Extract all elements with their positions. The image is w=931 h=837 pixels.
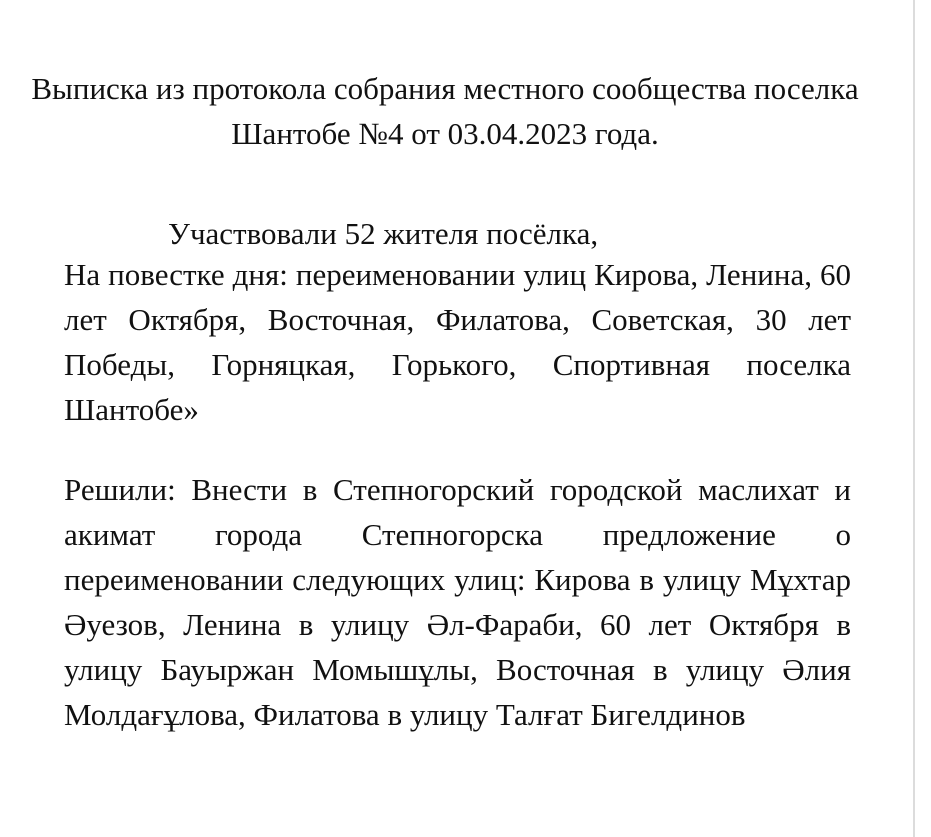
decision-paragraph: Решили: Внести в Степногорский городской маслихат и акимат города Степногорска предложение о переименовании следующих улиц: Кирова в улицу Мұхтар Әуезов, Ленина в улицу Әл-Фараби, 60 лет Октября в улицу Бауыржан Момышұлы, Восточная в улицу Әлия Молдағұлова, Филатова в улицу Талғат Бигелдинов <box>64 472 851 732</box>
agenda-paragraph: На повестке дня: переименовании улиц Кирова, Ленина, 60 лет Октября, Восточная, Филатова, Советская, 30 лет Победы, Горняцкая, Горького, Спортивная поселка Шантобе» <box>64 257 851 427</box>
page-edge-divider <box>913 0 915 837</box>
participants-line: Участвовали 52 жителя посёлка, <box>168 216 599 251</box>
document-title: Выписка из протокола собрания местного сообщества поселка Шантобе №4 от 03.04.2023 года. <box>31 71 859 151</box>
